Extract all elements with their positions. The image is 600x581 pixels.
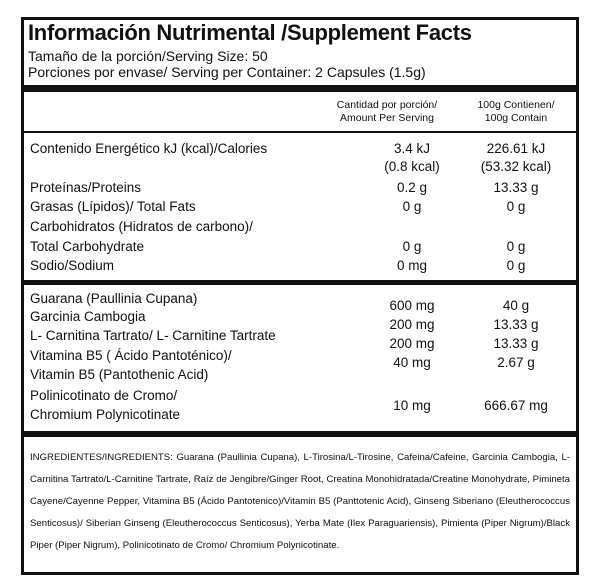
guarana-label: Guarana (Paullinia Cupana) bbox=[30, 291, 198, 306]
ingredients-text: INGREDIENTES/INGREDIENTS: Guarana (Paullinia Cupana), L-Tirosina/L-Tirosine, Cafeina/Cafeine, Garcinia Cambogia, L-Carnitina Tartrato/L-Carnitine Tartrate, Raíz de Jengibre/Ginger Root, Creatina Monohidratada/Creatine Monohydrate, Pimineta Cayene/Cayenne Pepper, Vitamina B5 (Ácido Pantotenico)/Vitamin B5 (Panttotenic Acid), Ginseng Siberiano (Eleutherococcus Senticosus)/ Siberian Ginseng (Eleutherococcus Senticosus), Yerba Mate (Ilex Paraguariensis), Pimienta (Piper Nigrum)/Black Piper (Piper Nigrum), Polinicotinato de Cromo/ Chromium Polynicotinate. bbox=[30, 452, 570, 551]
fat-label: Grasas (Lípidos)/ Total Fats bbox=[30, 199, 196, 214]
energy-label: Contenido Energético kJ (kcal)/Calories bbox=[30, 141, 268, 156]
garcinia-label: Garcinia Cambogia bbox=[30, 309, 146, 324]
column-header-per-100g-line2: 100g Contain bbox=[484, 112, 548, 124]
protein-100g: 13.33 g bbox=[493, 180, 539, 195]
b5-label-line2: Vitamin B5 (Pantothenic Acid) bbox=[30, 367, 209, 382]
sodium-serving: 0 mg bbox=[396, 258, 427, 273]
carb-100g: 0 g bbox=[506, 239, 526, 254]
b5-label-line1: Vitamina B5 ( Ácido Pantoténico)/ bbox=[30, 348, 232, 363]
garcinia-100g: 13.33 g bbox=[493, 317, 539, 332]
thick-divider bbox=[24, 85, 576, 92]
energy-100g-kj: 226.61 kJ bbox=[486, 141, 546, 156]
fat-serving: 0 g bbox=[402, 199, 422, 214]
protein-label: Proteínas/Proteins bbox=[30, 180, 142, 195]
actives-divider bbox=[24, 431, 576, 437]
sodium-100g: 0 g bbox=[506, 258, 526, 273]
energy-serving-kcal: (0.8 kcal) bbox=[384, 159, 440, 174]
b5-100g: 2.67 g bbox=[497, 355, 535, 370]
carb-label-line2: Total Carbohydrate bbox=[30, 239, 145, 254]
chromium-label-line2: Chromium Polynicotinate bbox=[30, 407, 181, 422]
carb-serving: 0 g bbox=[402, 239, 422, 254]
carnitine-serving: 200 mg bbox=[389, 336, 435, 351]
energy-100g-kcal: (53.32 kcal) bbox=[480, 159, 552, 174]
sodium-label: Sodio/Sodium bbox=[30, 258, 115, 273]
column-header-per-100g bbox=[458, 99, 574, 125]
guarana-100g: 40 g bbox=[502, 298, 530, 313]
b5-serving: 40 mg bbox=[393, 355, 431, 370]
guarana-serving: 600 mg bbox=[389, 298, 435, 313]
chromium-100g: 666.67 mg bbox=[484, 398, 548, 413]
nutrients-divider bbox=[24, 280, 576, 285]
protein-serving: 0.2 g bbox=[396, 180, 428, 195]
column-header-per-100g-line1: 100g Contienen/ bbox=[477, 99, 555, 111]
chromium-serving: 10 mg bbox=[393, 398, 431, 413]
garcinia-serving: 200 mg bbox=[389, 317, 435, 332]
servings-per-container: Porciones por envase/ Serving per Container: 2 Capsules (1.5g) bbox=[28, 64, 426, 80]
fat-100g: 0 g bbox=[506, 199, 526, 214]
page-title: Información Nutrimental /Supplement Facts bbox=[28, 20, 472, 45]
column-header-per-serving bbox=[322, 99, 452, 125]
carnitine-100g: 13.33 g bbox=[493, 336, 539, 351]
chromium-label-line1: Polinicotinato de Cromo/ bbox=[30, 388, 178, 403]
serving-size: Tamaño de la porción/Serving Size: 50 bbox=[28, 48, 268, 64]
column-header-per-serving-line2: Amount Per Serving bbox=[340, 112, 434, 124]
carnitine-label: L- Carnitina Tartrato/ L- Carnitine Tartrate bbox=[30, 328, 276, 343]
header-divider bbox=[24, 131, 576, 133]
energy-serving-kj: 3.4 kJ bbox=[393, 141, 431, 156]
column-header-per-serving-line1: Cantidad por porción/ bbox=[336, 99, 438, 111]
carb-label-line1: Carbohidratos (Hidratos de carbono)/ bbox=[30, 219, 253, 234]
